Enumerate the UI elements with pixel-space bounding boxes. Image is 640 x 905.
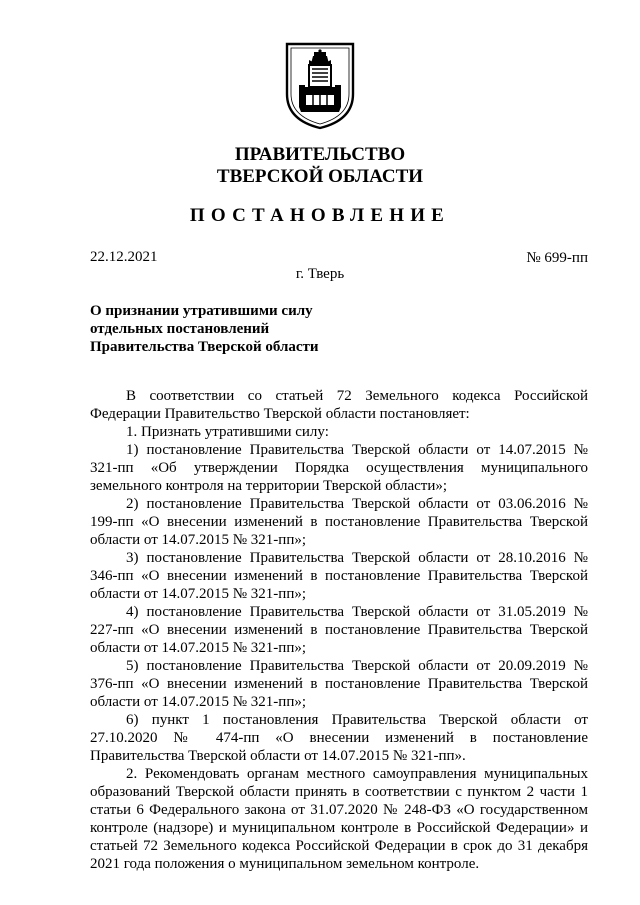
clause-1-item: 5) постановление Правительства Тверской области от 20.09.2019 № 376-пп «О внесении изменений в постановление Правительства Тверской области от 14.07.2015 № 321-пп»; bbox=[90, 658, 588, 710]
document-number: № 699-пп bbox=[526, 250, 588, 266]
document-type: ПОСТАНОВЛЕНИЕ bbox=[189, 205, 451, 226]
document-subject bbox=[90, 302, 319, 356]
org-name-line2: ТВЕРСКОЙ ОБЛАСТИ bbox=[216, 166, 424, 187]
clause-1-item: 6) пункт 1 постановления Правительства Тверской области от 27.10.2020 № 474-пп «О внесении изменений в постановление Правительства Тверской области от 14.07.2015 № 321-пп». bbox=[90, 712, 588, 764]
subject-line: Правительства Тверской области bbox=[90, 339, 319, 355]
clause-1-title: 1. Признать утратившими силу: bbox=[126, 424, 329, 440]
org-name-line1: ПРАВИТЕЛЬСТВО bbox=[234, 144, 406, 165]
document-body bbox=[90, 387, 588, 873]
clause-1-item: 4) постановление Правительства Тверской области от 31.05.2019 № 227-пп «О внесении изменений в постановление Правительства Тверской области от 14.07.2015 № 321-пп»; bbox=[90, 604, 588, 656]
subject-line: О признании утратившими силу bbox=[90, 303, 313, 319]
coat-of-arms-emblem bbox=[283, 40, 357, 130]
clause-2-paragraph: 2. Рекомендовать органам местного самоуправления муниципальных образований Тверской области принять в соответствии с пунктом 2 части 1 статьи 6 Федерального закона от 31.07.2020 № 248-ФЗ «О государственном контроле (надзоре) и муниципальном контроле в Российской Федерации» и статьей 72 Земельного кодекса Российской Федерации в срок до 31 декабря 2021 года положения о муниципальном земельном контроле. bbox=[90, 766, 588, 872]
clause-1-item: 2) постановление Правительства Тверской области от 03.06.2016 № 199-пп «О внесении изменений в постановление Правительства Тверской области от 14.07.2015 № 321-пп»; bbox=[90, 496, 588, 548]
document-city: г. Тверь bbox=[295, 266, 345, 282]
clause-1-item: 1) постановление Правительства Тверской области от 14.07.2015 № 321-пп «Об утверждении Порядка осуществления муниципального земельного контроля на территории Тверской области»; bbox=[90, 442, 588, 494]
intro-paragraph: В соответствии со статьей 72 Земельного кодекса Российской Федерации Правительство Тверской области постановляет: bbox=[90, 388, 588, 422]
clause-1-item: 3) постановление Правительства Тверской области от 28.10.2016 № 346-пп «О внесении изменений в постановление Правительства Тверской области от 14.07.2015 № 321-пп»; bbox=[90, 550, 588, 602]
subject-line: отдельных постановлений bbox=[90, 321, 270, 337]
document-date: 22.12.2021 bbox=[90, 249, 158, 265]
